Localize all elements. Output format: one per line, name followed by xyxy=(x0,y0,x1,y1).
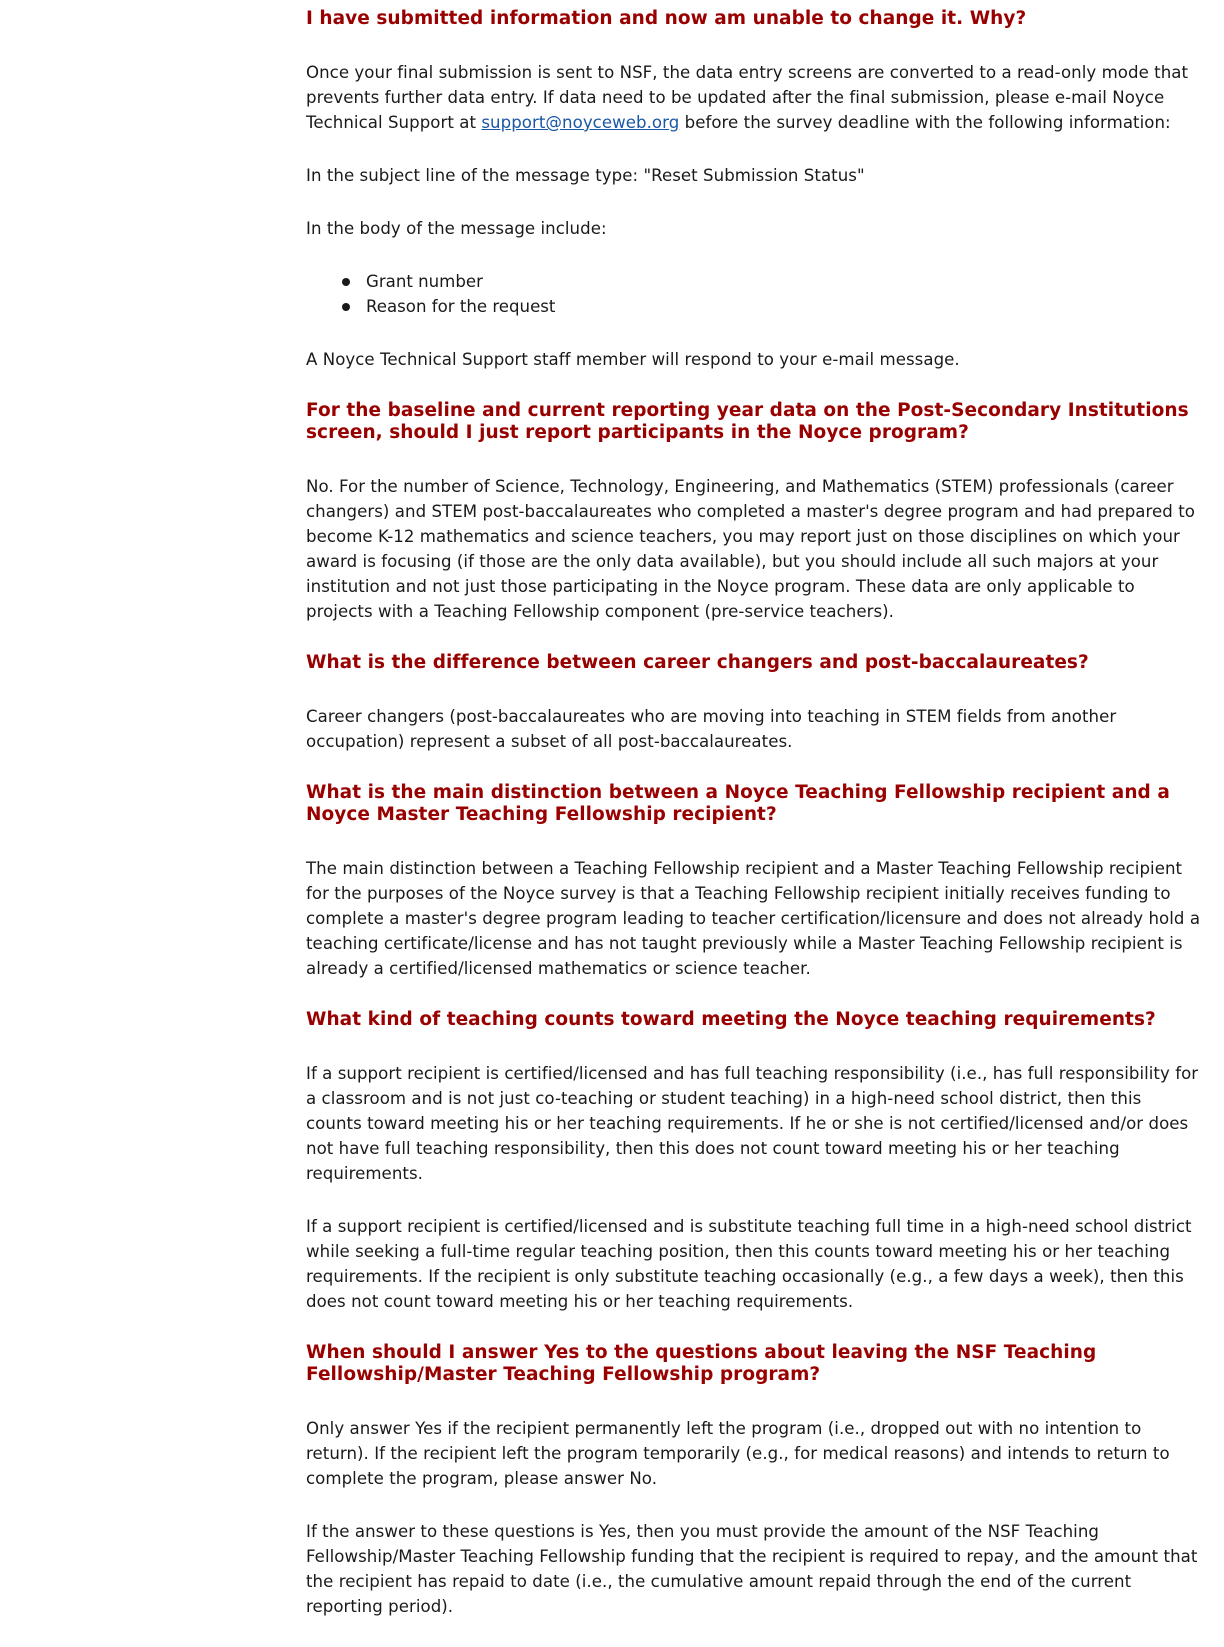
faq-answer-6-paragraph-1: Only answer Yes if the recipient permanently left the program (i.e., dropped out with no intention to return). If the recipient left the program temporarily (e.g., for medical reasons) and intends to return to complete the program, please answer No. xyxy=(306,1419,1170,1488)
faq-question-1: I have submitted information and now am unable to change it. Why? xyxy=(306,8,1027,29)
faq-answer-1-paragraph-2: In the subject line of the message type: "Reset Submission Status" xyxy=(306,166,865,185)
support-email-link[interactable]: support@noyceweb.org xyxy=(481,113,680,132)
faq-question-5: What kind of teaching counts toward meeting the Noyce teaching requirements? xyxy=(306,1009,1156,1030)
answer-text: before the survey deadline with the following information: xyxy=(679,113,1171,132)
list-item xyxy=(366,269,1201,294)
faq-answer-5-paragraph-2: If a support recipient is certified/licensed and is substitute teaching full time in a high-need school district while seeking a full-time regular teaching position, then this counts toward meeting his or her teaching requirements. If the recipient is only substitute teaching occasionally (e.g., a few days a week), then this does not count toward meeting his or her teaching requirements. xyxy=(306,1217,1192,1311)
faq-question-6: When should I answer Yes to the questions about leaving the NSF Teaching Fellowship/Master Teaching Fellowship program? xyxy=(306,1342,1097,1385)
faq-answer-6-paragraph-2: If the answer to these questions is Yes, then you must provide the amount of the NSF Teaching Fellowship/Master Teaching Fellowship funding that the recipient is required to repay, and the amount that the recipient has repaid to date (i.e., the cumulative amount repaid through the end of the current reporting period). xyxy=(306,1522,1198,1616)
faq-answer-2: No. For the number of Science, Technology, Engineering, and Mathematics (STEM) professionals (career changers) and STEM post-baccalaureates who completed a master's degree program and had prepared to become K-12 mathematics and science teachers, you may report just on those disciplines on which your award is focusing (if those are the only data available), but you should include all such majors at your institution and not just those participating in the Noyce program. These data are only applicable to projects with a Teaching Fellowship component (pre-service teachers). xyxy=(306,477,1195,621)
faq-question-2: For the baseline and current reporting year data on the Post-Secondary Institutions screen, should I just report participants in the Noyce program? xyxy=(306,400,1189,443)
faq-question-3: What is the difference between career changers and post-baccalaureates? xyxy=(306,652,1089,673)
bullet-icon xyxy=(342,278,350,286)
list-item-text: Reason for the request xyxy=(366,297,556,316)
faq-answer-1-paragraph-1 xyxy=(306,60,1201,135)
faq-answer-5-paragraph-1: If a support recipient is certified/licensed and has full teaching responsibility (i.e., has full responsibility for a classroom and is not just co-teaching or student teaching) in a high-need school district, then this counts toward meeting his or her teaching requirements. If he or she is not certified/licensed and/or does not have full teaching responsibility, then this does not count toward meeting his or her teaching requirements. xyxy=(306,1064,1199,1183)
faq-answer-4: The main distinction between a Teaching Fellowship recipient and a Master Teaching Fellowship recipient for the purposes of the Noyce survey is that a Teaching Fellowship recipient initially receives funding to complete a master's degree program leading to teacher certification/licensure and does not already hold a teaching certificate/license and has not taught previously while a Master Teaching Fellowship recipient is already a certified/licensed mathematics or science teacher. xyxy=(306,859,1201,978)
list-item-text: Grant number xyxy=(366,272,483,291)
list-item xyxy=(366,294,1201,319)
message-body-list xyxy=(306,269,1201,319)
faq-question-4: What is the main distinction between a Noyce Teaching Fellowship recipient and a Noyce Master Teaching Fellowship recipient? xyxy=(306,782,1170,825)
faq-answer-3: Career changers (post-baccalaureates who are moving into teaching in STEM fields from another occupation) represent a subset of all post-baccalaureates. xyxy=(306,707,1117,751)
faq-content xyxy=(306,8,1201,1647)
bullet-icon xyxy=(342,303,350,311)
answer-text: Once your final submission is sent to NSF, the data entry screens are converted to a read-only mode that prevents further data entry. If data need to be updated after the final submission, please e-mail Noyce Technical Support at xyxy=(306,63,1189,132)
faq-answer-1-paragraph-4: A Noyce Technical Support staff member will respond to your e-mail message. xyxy=(306,350,960,369)
faq-answer-1-paragraph-3: In the body of the message include: xyxy=(306,219,607,238)
